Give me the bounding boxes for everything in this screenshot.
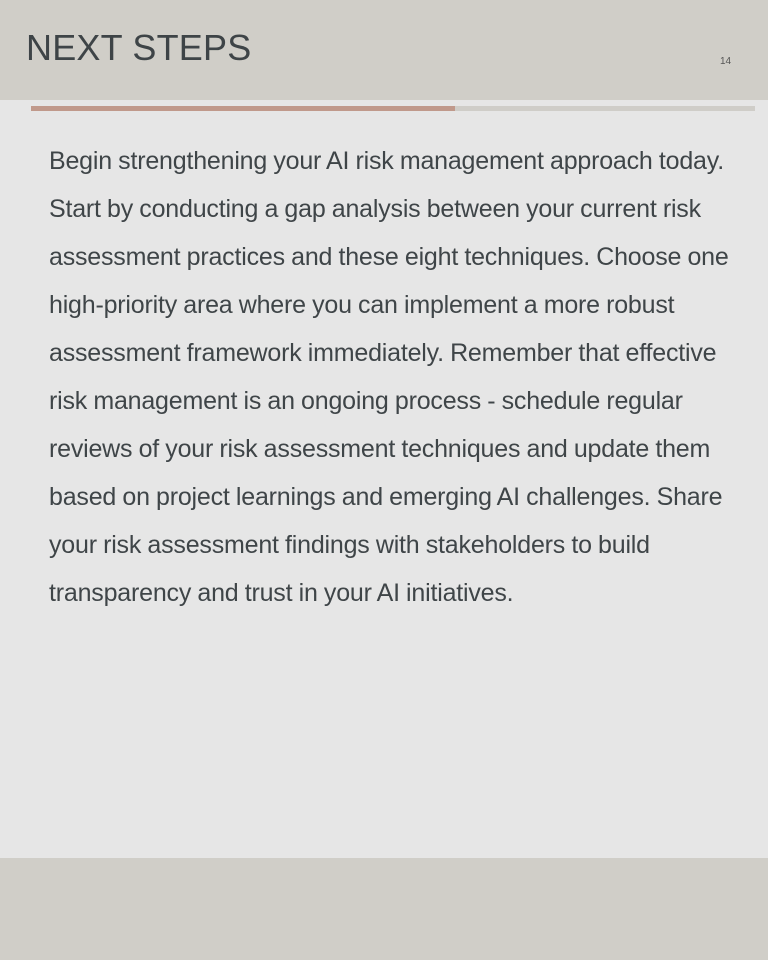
body-paragraph: Begin strengthening your AI risk management approach today. Start by conducting a gap analysis between your current risk assessment practices and these eight techniques. Choose one high-priority area where you can implement a more robust assessment framework immediately. Remember that effective risk management is an ongoing process - schedule regular reviews of your risk assessment techniques and update them based on project learnings and emerging AI challenges. Share your risk assessment findings with stakeholders to build transparency and trust in your AI initiatives. [49, 147, 729, 607]
content-panel [0, 100, 768, 858]
slide-footer [0, 858, 768, 960]
slide-title: NEXT STEPS [26, 27, 252, 68]
page-number: 14 [720, 56, 732, 67]
progress-bar-fill [31, 106, 455, 111]
slide-header [0, 0, 768, 100]
progress-bar [31, 106, 755, 111]
